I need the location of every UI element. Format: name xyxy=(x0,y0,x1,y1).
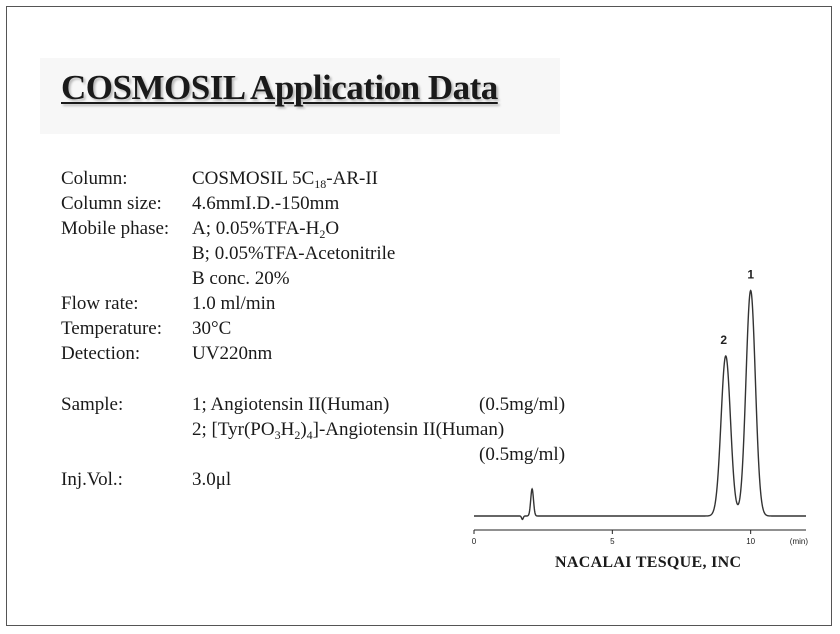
x-tick-label: 10 xyxy=(746,537,756,546)
chromatogram-trace xyxy=(474,291,806,520)
column-size-value: 4.6mmI.D.-150mm xyxy=(192,193,340,214)
flow-rate-value: 1.0 ml/min xyxy=(192,293,276,314)
sample-item-2-conc: (0.5mg/ml) xyxy=(479,444,566,465)
peak-label-2: 2 xyxy=(720,332,728,347)
sample-label: Sample: xyxy=(61,394,124,415)
sample-item-1: 1; Angiotensin II(Human) xyxy=(192,394,390,415)
chromatogram-chart xyxy=(466,228,830,554)
sample-item-1-conc: (0.5mg/ml) xyxy=(479,394,566,415)
chart-trace-group xyxy=(474,291,806,520)
detection-label: Detection: xyxy=(61,343,141,364)
x-tick-label: 5 xyxy=(610,537,615,546)
column-size-label: Column size: xyxy=(61,193,162,214)
peak-label-1: 1 xyxy=(747,267,755,282)
page-title: COSMOSIL Application Data xyxy=(61,68,498,107)
detection-value: UV220nm xyxy=(192,343,273,364)
x-axis-unit-label: (min) xyxy=(789,537,808,546)
mobile-phase-conc: B conc. 20% xyxy=(192,268,290,289)
column-label: Column: xyxy=(61,168,128,189)
flow-rate-label: Flow rate: xyxy=(61,293,139,314)
mobile-phase-label: Mobile phase: xyxy=(61,218,170,239)
x-tick-label: 0 xyxy=(471,537,477,546)
inj-vol-label: Inj.Vol.: xyxy=(61,469,123,490)
column-value: COSMOSIL $5C_{18}-AR-II$ xyxy=(192,168,378,191)
company-footer: NACALAI TESQUE, INC xyxy=(555,554,742,571)
mobile-phase-a: A; $0.05\%TFA-H_2O$ xyxy=(192,218,340,241)
chart-ticks xyxy=(472,530,809,546)
sample-item-2: 2; $[Tyr(PO_3H_2)_4]$-Angiotensin II(Human) xyxy=(192,419,505,442)
temperature-label: Temperature: xyxy=(61,318,163,339)
mobile-phase-b: B; 0.05%TFA-Acetonitrile xyxy=(192,243,396,264)
temperature-value: 30°C xyxy=(192,318,232,339)
inj-vol-value: 3.0μl xyxy=(192,469,232,490)
